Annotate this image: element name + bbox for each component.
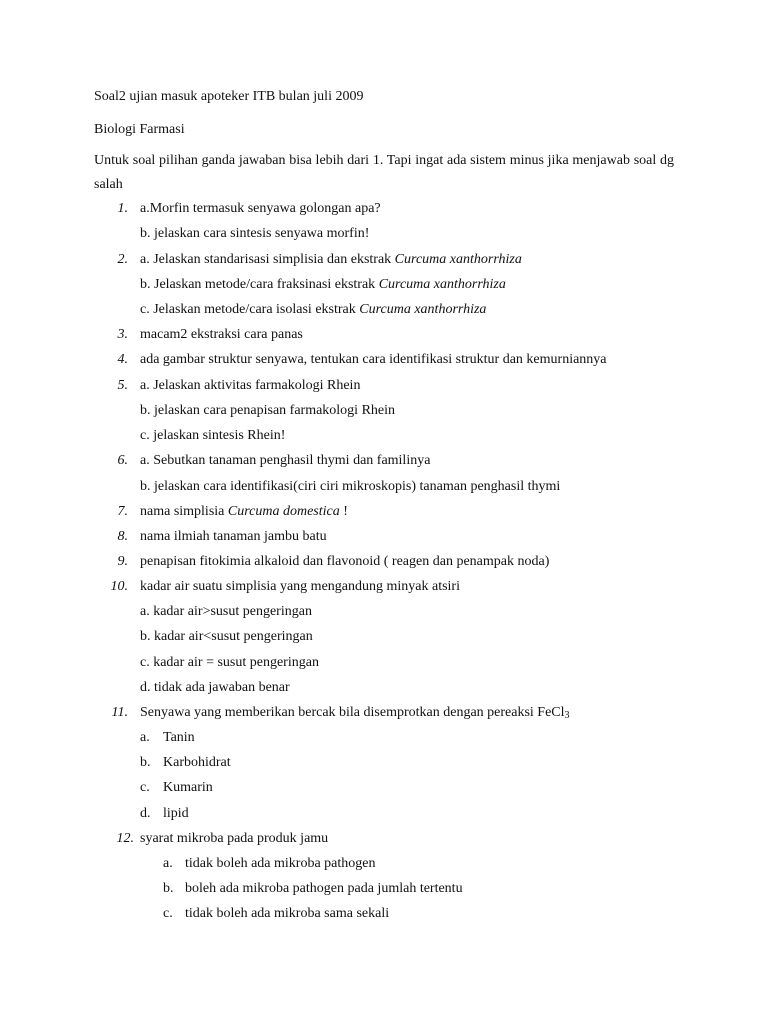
question-number: 3.: [117, 327, 128, 342]
question-number: 4.: [117, 352, 128, 367]
intro-paragraph: Untuk soal pilihan ganda jawaban bisa lebih dari 1. Tapi ingat ada sistem minus jika menjawab soal dg salah: [94, 153, 674, 192]
option-letter: c.: [163, 906, 173, 921]
question-8: nama ilmiah tanaman jambu batu: [140, 529, 327, 544]
question-6b: b. jelaskan cara identifikasi(ciri ciri mikroskopis) tanaman penghasil thymi: [140, 479, 561, 494]
species-name: Curcuma xanthorrhiza: [359, 302, 487, 317]
species-name: Curcuma xanthorrhiza: [394, 252, 522, 267]
question-1a: a.Morfin termasuk senyawa golongan apa?: [140, 201, 381, 216]
question-2c: [140, 301, 486, 319]
question-number: 11.: [111, 705, 128, 720]
question-4: ada gambar struktur senyawa, tentukan cara identifikasi struktur dan kemurniannya: [140, 352, 607, 367]
question-6a: a. Sebutkan tanaman penghasil thymi dan familinya: [140, 453, 431, 468]
question-12: syarat mikroba pada produk jamu: [140, 831, 329, 846]
question-1b: b. jelaskan cara sintesis senyawa morfin!: [140, 226, 370, 241]
question-number: 7.: [117, 504, 128, 519]
option-text: boleh ada mikroba pathogen pada jumlah tertentu: [185, 881, 463, 896]
option-letter: b.: [140, 755, 151, 770]
question-text-end: !: [339, 504, 348, 519]
question-number: 10.: [110, 579, 128, 594]
subject-heading: Biologi Farmasi: [94, 122, 185, 137]
question-number: 8.: [117, 529, 128, 544]
option-text: Tanin: [163, 730, 195, 745]
option-text: Kumarin: [163, 780, 213, 795]
question-7: [140, 503, 348, 521]
option-10b: b. kadar air<susut pengeringan: [140, 629, 313, 644]
question-number: 9.: [117, 554, 128, 569]
option-10a: a. kadar air>susut pengeringan: [140, 604, 312, 619]
species-name: Curcuma xanthorrhiza: [378, 277, 506, 292]
document-title: Soal2 ujian masuk apoteker ITB bulan juli 2009: [94, 89, 364, 104]
question-number: 6.: [117, 453, 128, 468]
question-5a: a. Jelaskan aktivitas farmakologi Rhein: [140, 378, 361, 393]
question-text: a. Jelaskan standarisasi simplisia dan ekstrak: [140, 252, 395, 267]
question-text: nama simplisia: [140, 504, 228, 519]
option-letter: b.: [163, 881, 174, 896]
option-letter: c.: [140, 780, 150, 795]
option-letter: d.: [140, 806, 151, 821]
option-text: lipid: [163, 806, 189, 821]
option-10c: c. kadar air = susut pengeringan: [140, 655, 319, 670]
question-text: c. Jelaskan metode/cara isolasi ekstrak: [140, 302, 360, 317]
question-3: macam2 ekstraksi cara panas: [140, 327, 303, 342]
question-number: 1.: [117, 201, 128, 216]
option-text: tidak boleh ada mikroba sama sekali: [185, 906, 390, 921]
question-text: Senyawa yang memberikan bercak bila disemprotkan dengan pereaksi FeCl: [140, 705, 565, 720]
option-text: Karbohidrat: [163, 755, 231, 770]
question-text: b. Jelaskan metode/cara fraksinasi ekstrak: [140, 277, 379, 292]
question-9: penapisan fitokimia alkaloid dan flavonoid ( reagen dan penampak noda): [140, 554, 550, 569]
question-number: 2.: [117, 252, 128, 267]
question-number: 12.: [116, 831, 134, 846]
question-11: [140, 704, 570, 725]
option-10d: d. tidak ada jawaban benar: [140, 680, 290, 695]
question-2b: [140, 276, 506, 294]
species-name: Curcuma domestica: [227, 504, 340, 519]
option-letter: a.: [163, 856, 173, 871]
question-5c: c. jelaskan sintesis Rhein!: [140, 428, 286, 443]
question-10: kadar air suatu simplisia yang mengandung minyak atsiri: [140, 579, 460, 594]
question-2a: [140, 251, 522, 269]
question-number: 5.: [117, 378, 128, 393]
question-5b: b. jelaskan cara penapisan farmakologi Rhein: [140, 403, 396, 418]
subscript: 3: [564, 710, 570, 721]
option-text: tidak boleh ada mikroba pathogen: [185, 856, 376, 871]
option-letter: a.: [140, 730, 150, 745]
